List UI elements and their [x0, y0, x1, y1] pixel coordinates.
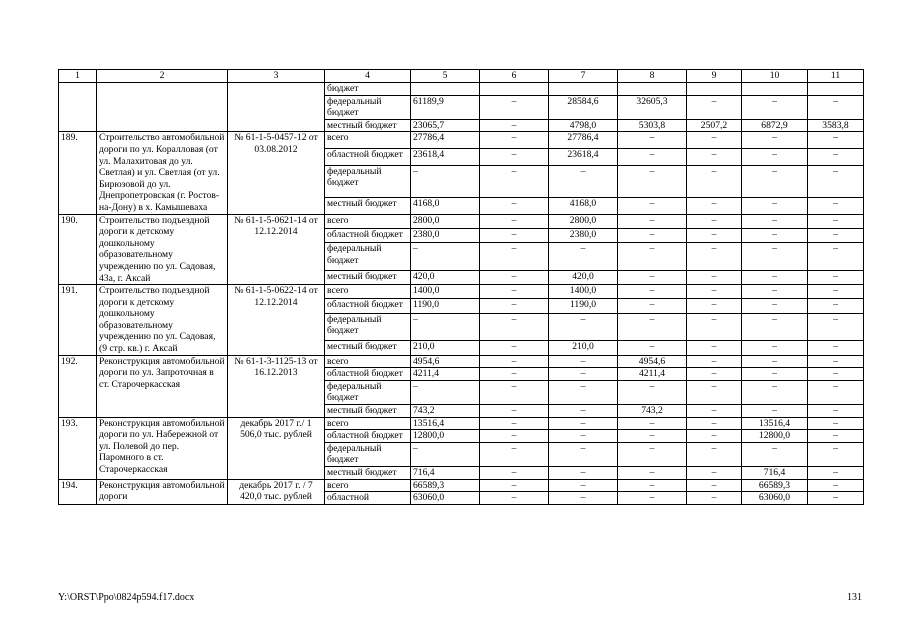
- value-cell: –: [687, 95, 742, 119]
- budget-type-cell: федеральный бюджет: [325, 442, 411, 466]
- footer-file-path: Y:\ORST\Ppo\0824p594.f17.docx: [58, 592, 195, 603]
- value-cell: –: [618, 492, 687, 505]
- value-cell: –: [618, 149, 687, 166]
- value-cell: 743,2: [411, 405, 480, 418]
- value-cell: –: [480, 95, 549, 119]
- value-cell: 3583,8: [808, 119, 864, 132]
- value-cell: –: [687, 368, 742, 381]
- value-cell: –: [687, 417, 742, 430]
- item-document: № 61-1-3-1125-13 от 16.12.2013: [228, 355, 325, 417]
- value-cell: 4168,0: [549, 197, 618, 214]
- value-cell: –: [480, 368, 549, 381]
- doc-cell: [228, 83, 325, 132]
- value-cell: –: [549, 355, 618, 368]
- value-cell: 61189,9: [411, 95, 480, 119]
- value-cell: 1190,0: [411, 299, 480, 313]
- value-cell: –: [687, 243, 742, 271]
- value-cell: –: [742, 165, 808, 197]
- value-cell: 4798,0: [549, 119, 618, 132]
- value-cell: 2380,0: [549, 228, 618, 242]
- value-cell: –: [687, 430, 742, 443]
- item-number: 190.: [59, 214, 97, 285]
- budget-type-cell: всего: [325, 285, 411, 299]
- value-cell: –: [618, 467, 687, 480]
- value-cell: –: [618, 299, 687, 313]
- header-cell: 5: [411, 70, 480, 83]
- budget-table: [58, 69, 864, 505]
- value-cell: 1400,0: [411, 285, 480, 299]
- value-cell: –: [742, 380, 808, 404]
- header-cell: 1: [59, 70, 97, 83]
- value-cell: –: [808, 380, 864, 404]
- item-number: 189.: [59, 132, 97, 214]
- item-name: Строительство автомобильной дороги по ул. Коралловая (от ул. Малахитовая до ул. Светлая) и ул. Светлая (от ул. Бирюзовой до ул. Днепропетровская (г. Ростов-на-Дону) в х. Камышеваха: [97, 132, 228, 214]
- value-cell: 2800,0: [411, 214, 480, 228]
- value-cell: 32605,3: [618, 95, 687, 119]
- budget-type-cell: федеральный бюджет: [325, 313, 411, 341]
- value-cell: –: [808, 405, 864, 418]
- value-cell: –: [618, 442, 687, 466]
- value-cell: –: [549, 380, 618, 404]
- value-cell: 5303,8: [618, 119, 687, 132]
- budget-type-cell: местный бюджет: [325, 405, 411, 418]
- value-cell: 4954,6: [411, 355, 480, 368]
- value-cell: –: [549, 243, 618, 271]
- value-cell: 4954,6: [618, 355, 687, 368]
- value-cell: –: [742, 355, 808, 368]
- item-document: № 61-1-5-0457-12 от 03.08.2012: [228, 132, 325, 214]
- value-cell: –: [411, 313, 480, 341]
- budget-type-cell: местный бюджет: [325, 467, 411, 480]
- value-cell: 716,4: [742, 467, 808, 480]
- budget-type-cell: областной бюджет: [325, 149, 411, 166]
- value-cell: –: [618, 430, 687, 443]
- item-number: 194.: [59, 479, 97, 504]
- value-cell: –: [687, 442, 742, 466]
- value-cell: 1400,0: [549, 285, 618, 299]
- value-cell: –: [480, 149, 549, 166]
- value-cell: –: [808, 214, 864, 228]
- value-cell: –: [411, 442, 480, 466]
- value-cell: –: [687, 285, 742, 299]
- value-cell: –: [808, 467, 864, 480]
- budget-type-cell: всего: [325, 479, 411, 492]
- value-cell: –: [480, 417, 549, 430]
- item-name: Реконструкция автомобильной дороги по ул. Набережной от ул. Полевой до пер. Паромного в ст. Старочеркасская: [97, 417, 228, 479]
- value-cell: –: [808, 270, 864, 284]
- value-cell: –: [742, 149, 808, 166]
- item-name: Реконструкция автомобильной дороги по ул. Запроточная в ст. Старочеркасская: [97, 355, 228, 417]
- value-cell: –: [618, 341, 687, 355]
- value-cell: –: [808, 285, 864, 299]
- value-cell: –: [808, 341, 864, 355]
- value-cell: –: [618, 197, 687, 214]
- value-cell: 2800,0: [549, 214, 618, 228]
- budget-type-cell: федеральный бюджет: [325, 243, 411, 271]
- value-cell: 2380,0: [411, 228, 480, 242]
- value-cell: –: [411, 165, 480, 197]
- item-document: декабрь 2017 г./ 1 506,0 тыс. рублей: [228, 417, 325, 479]
- budget-type-cell: областной бюджет: [325, 430, 411, 443]
- item-document: № 61-1-5-0622-14 от 12.12.2014: [228, 285, 325, 356]
- value-cell: –: [687, 270, 742, 284]
- value-cell: –: [742, 285, 808, 299]
- value-cell: –: [742, 243, 808, 271]
- item-document: № 61-1-5-0621-14 от 12.12.2014: [228, 214, 325, 285]
- value-cell: –: [742, 341, 808, 355]
- value-cell: 63060,0: [742, 492, 808, 505]
- value-cell: [687, 83, 742, 96]
- value-cell: –: [618, 165, 687, 197]
- value-cell: –: [742, 313, 808, 341]
- value-cell: 27786,4: [411, 132, 480, 149]
- footer-page-number: 131: [847, 592, 862, 603]
- value-cell: –: [549, 417, 618, 430]
- table-row: [59, 214, 864, 228]
- value-cell: –: [480, 285, 549, 299]
- value-cell: 2507,2: [687, 119, 742, 132]
- value-cell: 420,0: [411, 270, 480, 284]
- table-row: [59, 83, 864, 96]
- value-cell: 13516,4: [742, 417, 808, 430]
- budget-type-cell: всего: [325, 355, 411, 368]
- value-cell: 12800,0: [742, 430, 808, 443]
- value-cell: –: [808, 132, 864, 149]
- value-cell: –: [618, 380, 687, 404]
- value-cell: 6872,9: [742, 119, 808, 132]
- budget-type-cell: всего: [325, 132, 411, 149]
- value-cell: –: [808, 165, 864, 197]
- header-cell: 8: [618, 70, 687, 83]
- value-cell: –: [480, 243, 549, 271]
- value-cell: 716,4: [411, 467, 480, 480]
- value-cell: –: [480, 197, 549, 214]
- value-cell: –: [742, 405, 808, 418]
- value-cell: 28584,6: [549, 95, 618, 119]
- value-cell: –: [549, 313, 618, 341]
- item-number: 191.: [59, 285, 97, 356]
- header-cell: 7: [549, 70, 618, 83]
- value-cell: –: [687, 467, 742, 480]
- item-name: Строительство подъездной дороги к детскому дошкольному образовательному учреждению по ул. Садовая, 43а, г. Аксай: [97, 214, 228, 285]
- value-cell: –: [480, 430, 549, 443]
- value-cell: –: [808, 228, 864, 242]
- value-cell: [808, 83, 864, 96]
- value-cell: –: [742, 197, 808, 214]
- value-cell: –: [742, 299, 808, 313]
- value-cell: –: [742, 132, 808, 149]
- value-cell: –: [480, 492, 549, 505]
- value-cell: –: [742, 214, 808, 228]
- value-cell: [411, 83, 480, 96]
- value-cell: –: [618, 228, 687, 242]
- value-cell: 27786,4: [549, 132, 618, 149]
- value-cell: –: [742, 228, 808, 242]
- budget-type-cell: бюджет: [325, 83, 411, 96]
- value-cell: –: [480, 405, 549, 418]
- budget-type-cell: областной бюджет: [325, 299, 411, 313]
- value-cell: –: [480, 299, 549, 313]
- value-cell: 23618,4: [549, 149, 618, 166]
- value-cell: –: [480, 479, 549, 492]
- value-cell: –: [480, 380, 549, 404]
- table-row: [59, 285, 864, 299]
- value-cell: –: [687, 149, 742, 166]
- value-cell: –: [687, 228, 742, 242]
- value-cell: 210,0: [411, 341, 480, 355]
- value-cell: –: [618, 417, 687, 430]
- value-cell: [618, 83, 687, 96]
- value-cell: –: [687, 132, 742, 149]
- value-cell: –: [808, 95, 864, 119]
- num-cell: [59, 83, 97, 132]
- value-cell: –: [480, 119, 549, 132]
- value-cell: –: [549, 165, 618, 197]
- value-cell: 23618,4: [411, 149, 480, 166]
- value-cell: –: [742, 368, 808, 381]
- value-cell: –: [687, 313, 742, 341]
- value-cell: 743,2: [618, 405, 687, 418]
- name-cell: [97, 83, 228, 132]
- header-cell: 10: [742, 70, 808, 83]
- header-cell: 6: [480, 70, 549, 83]
- value-cell: 4211,4: [411, 368, 480, 381]
- value-cell: –: [808, 492, 864, 505]
- value-cell: –: [687, 355, 742, 368]
- item-name: Строительство подъездной дороги к детскому дошкольному образовательному учреждению по ул. Садовая, (9 стр. кв.) г. Аксай: [97, 285, 228, 356]
- value-cell: –: [618, 132, 687, 149]
- budget-type-cell: местный бюджет: [325, 197, 411, 214]
- value-cell: –: [687, 492, 742, 505]
- budget-type-cell: областной бюджет: [325, 368, 411, 381]
- table-row: [59, 132, 864, 149]
- value-cell: –: [549, 430, 618, 443]
- budget-type-cell: местный бюджет: [325, 341, 411, 355]
- budget-type-cell: федеральный бюджет: [325, 380, 411, 404]
- value-cell: –: [808, 417, 864, 430]
- value-cell: –: [480, 355, 549, 368]
- item-number: 193.: [59, 417, 97, 479]
- value-cell: –: [687, 214, 742, 228]
- value-cell: –: [808, 430, 864, 443]
- value-cell: –: [808, 442, 864, 466]
- value-cell: –: [808, 149, 864, 166]
- value-cell: –: [549, 492, 618, 505]
- value-cell: –: [549, 405, 618, 418]
- value-cell: 66589,3: [411, 479, 480, 492]
- value-cell: –: [480, 467, 549, 480]
- value-cell: –: [480, 313, 549, 341]
- value-cell: –: [618, 285, 687, 299]
- header-cell: 3: [228, 70, 325, 83]
- value-cell: –: [480, 132, 549, 149]
- value-cell: 13516,4: [411, 417, 480, 430]
- value-cell: –: [687, 341, 742, 355]
- value-cell: –: [549, 368, 618, 381]
- header-cell: 2: [97, 70, 228, 83]
- value-cell: –: [480, 442, 549, 466]
- value-cell: 1190,0: [549, 299, 618, 313]
- header-cell: 9: [687, 70, 742, 83]
- value-cell: –: [618, 270, 687, 284]
- table-row: [59, 479, 864, 492]
- value-cell: –: [687, 165, 742, 197]
- value-cell: –: [808, 479, 864, 492]
- value-cell: 63060,0: [411, 492, 480, 505]
- value-cell: –: [687, 299, 742, 313]
- value-cell: –: [549, 442, 618, 466]
- table-row: [59, 355, 864, 368]
- budget-type-cell: федеральный бюджет: [325, 165, 411, 197]
- value-cell: 420,0: [549, 270, 618, 284]
- budget-type-cell: всего: [325, 417, 411, 430]
- table-row: [59, 417, 864, 430]
- value-cell: –: [808, 368, 864, 381]
- value-cell: –: [808, 299, 864, 313]
- value-cell: –: [742, 95, 808, 119]
- value-cell: 4168,0: [411, 197, 480, 214]
- item-number: 192.: [59, 355, 97, 417]
- value-cell: –: [549, 479, 618, 492]
- item-name: Реконструкция автомобильной дороги: [97, 479, 228, 504]
- value-cell: –: [808, 355, 864, 368]
- value-cell: –: [411, 380, 480, 404]
- value-cell: –: [618, 313, 687, 341]
- value-cell: –: [687, 380, 742, 404]
- value-cell: [549, 83, 618, 96]
- value-cell: –: [480, 341, 549, 355]
- value-cell: –: [808, 243, 864, 271]
- value-cell: [742, 83, 808, 96]
- value-cell: –: [687, 197, 742, 214]
- item-document: декабрь 2017 г. / 7 420,0 тыс. рублей: [228, 479, 325, 504]
- value-cell: –: [808, 313, 864, 341]
- value-cell: [480, 83, 549, 96]
- value-cell: –: [618, 243, 687, 271]
- header-row: [59, 70, 864, 83]
- budget-type-cell: областной: [325, 492, 411, 505]
- value-cell: –: [480, 228, 549, 242]
- value-cell: –: [742, 442, 808, 466]
- value-cell: 66589,3: [742, 479, 808, 492]
- value-cell: –: [411, 243, 480, 271]
- value-cell: 4211,4: [618, 368, 687, 381]
- value-cell: –: [687, 479, 742, 492]
- value-cell: –: [480, 270, 549, 284]
- value-cell: –: [742, 270, 808, 284]
- budget-type-cell: местный бюджет: [325, 119, 411, 132]
- value-cell: –: [808, 197, 864, 214]
- budget-type-cell: областной бюджет: [325, 228, 411, 242]
- value-cell: –: [687, 405, 742, 418]
- budget-type-cell: всего: [325, 214, 411, 228]
- value-cell: –: [480, 165, 549, 197]
- value-cell: –: [618, 214, 687, 228]
- value-cell: 12800,0: [411, 430, 480, 443]
- value-cell: 23065,7: [411, 119, 480, 132]
- header-cell: 11: [808, 70, 864, 83]
- value-cell: –: [480, 214, 549, 228]
- budget-type-cell: федеральный бюджет: [325, 95, 411, 119]
- header-cell: 4: [325, 70, 411, 83]
- value-cell: 210,0: [549, 341, 618, 355]
- budget-type-cell: местный бюджет: [325, 270, 411, 284]
- value-cell: –: [618, 479, 687, 492]
- value-cell: –: [549, 467, 618, 480]
